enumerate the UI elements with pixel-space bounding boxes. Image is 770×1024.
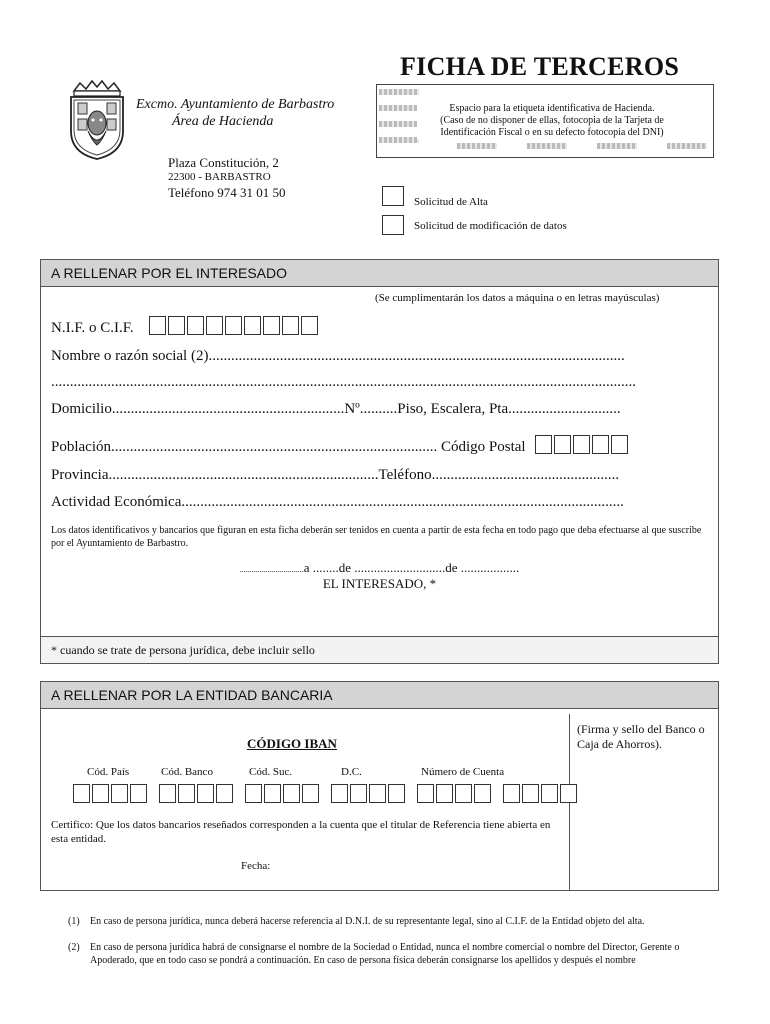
iban-group[interactable] [417, 787, 493, 804]
hatch-mark [379, 89, 419, 95]
provincia-field[interactable]: Provincia........................................................................Teléfono.................................................. [51, 467, 620, 483]
modificacion-label: Solicitud de modificación de datos [414, 220, 567, 232]
iban-group[interactable] [73, 787, 149, 804]
footnote-body: En caso de persona jurídica habrá de consignarse el nombre de la Sociedad o Entidad, nunca el nombre comercial o nombre del Director, Gerente o Apoderado, que en todo caso se pondrá a continuación. En caso de persona física deberán consignarse los apellidos y después el nombre [90, 942, 680, 966]
iban-digit-box[interactable] [130, 784, 147, 803]
iban-digit-box[interactable] [417, 784, 434, 803]
postal-digit-box[interactable] [592, 435, 609, 454]
iban-digit-box[interactable] [302, 784, 319, 803]
iban-digit-box[interactable] [92, 784, 109, 803]
department-line: Área de Hacienda [172, 114, 274, 129]
iban-group[interactable] [503, 787, 579, 804]
phone-number: Teléfono 974 31 01 50 [168, 185, 286, 200]
iban-digit-box[interactable] [178, 784, 195, 803]
organization-line: Excmo. Ayuntamiento de Barbastro [136, 97, 335, 112]
col-dc: D.C. [341, 766, 362, 778]
section-heading: A RELLENAR POR LA ENTIDAD BANCARIA [41, 682, 718, 709]
postal-digit-box[interactable] [573, 435, 590, 454]
nif-digit-box[interactable] [149, 316, 166, 335]
section-heading: A RELLENAR POR EL INTERESADO [41, 260, 718, 287]
hatch-mark [667, 143, 707, 149]
col-pais: Cód. País [87, 766, 130, 778]
iban-digit-box[interactable] [283, 784, 300, 803]
postal-digit-box[interactable] [611, 435, 628, 454]
hatch-mark [457, 143, 497, 149]
postal-address: 22300 - BARBASTRO [168, 171, 271, 183]
nif-digit-box[interactable] [206, 316, 223, 335]
iban-digit-box[interactable] [541, 784, 558, 803]
iban-title: CÓDIGO IBAN [247, 736, 337, 751]
form-hint: (Se cumplimentarán los datos a máquina o en letras mayúsculas) [375, 292, 660, 304]
iban-digit-box[interactable] [331, 784, 348, 803]
iban-digit-box[interactable] [455, 784, 472, 803]
iban-digit-box[interactable] [503, 784, 520, 803]
iban-group[interactable] [331, 787, 407, 804]
iban-digit-box[interactable] [436, 784, 453, 803]
iban-digit-box[interactable] [474, 784, 491, 803]
footnote-number: (1) [68, 916, 80, 927]
nombre-field[interactable]: Nombre o razón social (2)............................................................................................................... [51, 348, 625, 364]
nif-boxes[interactable] [149, 320, 320, 336]
iban-digit-box[interactable] [560, 784, 577, 803]
nif-field[interactable] [51, 316, 320, 337]
iban-digit-box[interactable] [350, 784, 367, 803]
nif-digit-box[interactable] [282, 316, 299, 335]
nif-digit-box[interactable] [168, 316, 185, 335]
label-line: (Caso de no disponer de ellas, fotocopia de la Tarjeta de [440, 115, 664, 126]
footnote-body: En caso de persona jurídica, nunca deberá hacerse referencia al D.N.I. de su representante legal, sino al C.I.F. de la Entidad objeto del alta. [90, 916, 645, 927]
page-title: FICHA DE TERCEROS [400, 52, 680, 81]
bancaria-section [40, 681, 719, 891]
nif-label: N.I.F. o C.I.F. [51, 320, 134, 336]
iban-digit-box[interactable] [111, 784, 128, 803]
nif-digit-box[interactable] [301, 316, 318, 335]
iban-digit-box[interactable] [369, 784, 386, 803]
iban-digit-box[interactable] [388, 784, 405, 803]
postal-digit-box[interactable] [535, 435, 552, 454]
iban-group[interactable] [245, 787, 321, 804]
signer-label: EL INTERESADO, * [322, 576, 437, 591]
date-line[interactable] [41, 560, 718, 576]
col-sucursal: Cód. Suc. [249, 766, 293, 778]
nif-digit-box[interactable] [263, 316, 280, 335]
label-line: Identificación Fiscal o en su defecto fotocopia del DNI) [440, 127, 664, 138]
label-instructions [417, 103, 687, 139]
certification-text: Certifico: Que los datos bancarios reseñados corresponden a la cuenta que el titular de Referencia tiene abierta en esta entidad. [51, 819, 551, 845]
interesado-section [40, 259, 719, 664]
date-place-dots: ................................ [239, 565, 304, 574]
actividad-field[interactable]: Actividad Económica...................................................................................................................... [51, 494, 624, 510]
hatch-mark [379, 121, 419, 127]
footnote-number: (2) [68, 942, 80, 953]
poblacion-label: Población....................................................................................... Código Postal [51, 439, 526, 455]
postal-digit-box[interactable] [554, 435, 571, 454]
nif-digit-box[interactable] [187, 316, 204, 335]
iban-digit-box[interactable] [197, 784, 214, 803]
id-label-area [376, 84, 714, 158]
hatch-mark [597, 143, 637, 149]
iban-boxes[interactable] [73, 784, 589, 805]
date-text: a ........de ............................de .................. [303, 560, 520, 575]
footnote-text: * cuando se trate de persona jurídica, debe incluir sello [51, 643, 315, 657]
nif-digit-box[interactable] [244, 316, 261, 335]
nif-digit-box[interactable] [225, 316, 242, 335]
hatch-mark [379, 137, 419, 143]
fecha-label: Fecha: [241, 860, 271, 872]
iban-digit-box[interactable] [216, 784, 233, 803]
iban-group[interactable] [159, 787, 235, 804]
poblacion-field[interactable] [51, 435, 630, 456]
modificacion-checkbox[interactable] [382, 215, 404, 235]
nombre-field-2[interactable]: ............................................................................................................................................................ [51, 374, 636, 390]
alta-checkbox[interactable] [382, 186, 404, 206]
iban-digit-box[interactable] [522, 784, 539, 803]
col-banco: Cód. Banco [161, 766, 213, 778]
street-address: Plaza Constitución, 2 [168, 155, 279, 170]
iban-digit-box[interactable] [245, 784, 262, 803]
domicilio-field[interactable]: Domicilio..............................................................Nº..........Piso, Escalera, Pta.............................. [51, 401, 621, 417]
alta-label: Solicitud de Alta [414, 196, 488, 208]
address-block [168, 155, 286, 200]
iban-digit-box[interactable] [264, 784, 281, 803]
postal-code-boxes[interactable] [535, 439, 630, 455]
col-cuenta: Número de Cuenta [421, 766, 505, 778]
data-notice: Los datos identificativos y bancarios que figuran en esta ficha deberán ser tenidos en cuenta a partir de esta fecha en todo pago que deba efectuarse al que suscribe por el Ayuntamiento de Barbastro. [51, 525, 702, 549]
iban-digit-box[interactable] [159, 784, 176, 803]
hatch-mark [527, 143, 567, 149]
iban-digit-box[interactable] [73, 784, 90, 803]
footnote-2 [68, 941, 708, 981]
hatch-mark [379, 105, 419, 111]
coat-of-arms-icon [66, 77, 128, 161]
organization-name [136, 96, 334, 130]
label-line: Espacio para la etiqueta identificativa de Hacienda. [449, 103, 655, 114]
footnote-bar [41, 636, 718, 663]
bank-signature-note: (Firma y sello del Banco o Caja de Ahorros). [577, 722, 705, 751]
